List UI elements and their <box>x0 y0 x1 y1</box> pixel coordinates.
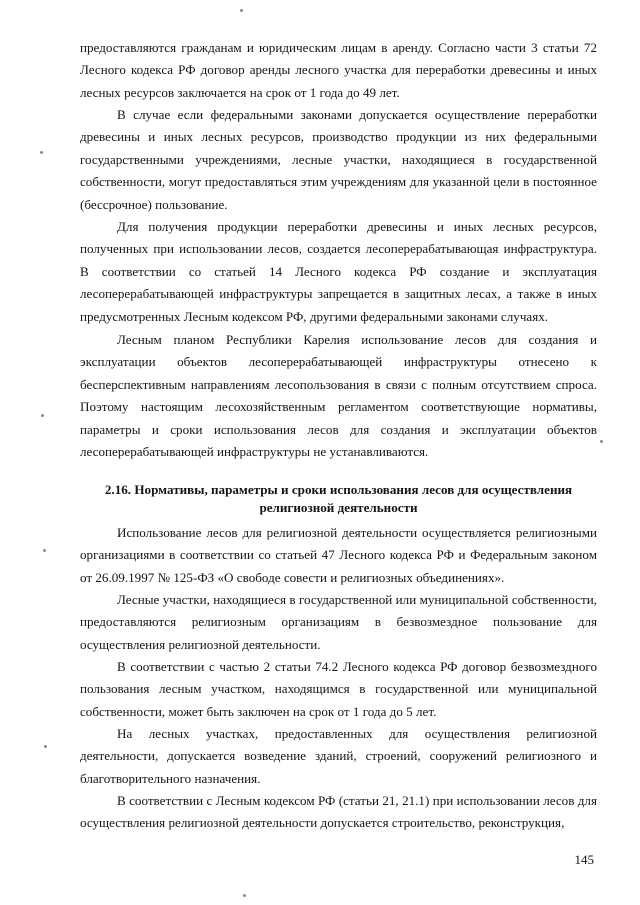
paragraph-forest-plan-karelia: Лесным планом Республики Карелия использование лесов для создания и эксплуатации объектов лесоперерабатывающей инфраструктуры отнесено к бесперспективным направлениям лесопользования в связи с полным отсутствием спроса. Поэтому настоящим лесохозяйственным регламентом соответствующие нормативы, параметры и сроки использования лесов для создания и эксплуатации объектов лесоперерабатывающей инфраструктуры не устанавливаются. <box>80 332 597 460</box>
text-block-8 <box>80 723 597 790</box>
scan-artifact-dot <box>600 440 603 443</box>
scan-artifact-dot <box>243 894 246 897</box>
section-heading-block <box>80 481 597 517</box>
paragraph-processing-infrastructure: Для получения продукции переработки древесины и иных лесных ресурсов, полученных при использовании лесов, создается лесоперерабатывающая инфраструктура. В соответствии со статьей 14 Лесного кодекса РФ создание и эксплуатация лесоперерабатывающей инфраструктуры запрещается в защитных лесах, а также в иных предусмотренных Лесным кодексом РФ, другими федеральными законами случаях. <box>80 219 597 324</box>
paragraph-permanent-use: В случае если федеральными законами допускается осуществление переработки древесины и иных лесных ресурсов, производство продукции из них федеральными государственными учреждениями, лесные участки, находящиеся в государственной собственности, могут предоставляться этим учреждениям для указанной цели в постоянное (бессрочное) пользование. <box>80 107 597 212</box>
scan-artifact-dot <box>240 9 243 12</box>
text-block-9 <box>80 790 597 835</box>
text-block-3 <box>80 216 597 328</box>
scan-artifact-dot <box>44 745 47 748</box>
text-block-4 <box>80 329 597 463</box>
scan-artifact-dot <box>41 414 44 417</box>
opening-text-block <box>80 37 597 104</box>
paragraph-construction-allowed: В соответствии с Лесным кодексом РФ (статьи 21, 21.1) при использовании лесов для осуществления религиозной деятельности допускается строительство, реконструкция, <box>80 793 597 831</box>
text-block-7 <box>80 656 597 723</box>
text-block-6 <box>80 589 597 656</box>
paragraph-lease-terms: предоставляются гражданам и юридическим лицам в аренду. Согласно части 3 статьи 72 Лесного кодекса РФ договор аренды лесного участка для переработки древесины и иных лесных ресурсов заключается на срок от 1 года до 49 лет. <box>80 40 597 100</box>
scan-artifact-dot <box>40 151 43 154</box>
text-block-2 <box>80 104 597 216</box>
text-block-5 <box>80 522 597 589</box>
section-heading: 2.16. Нормативы, параметры и сроки использования лесов для осуществления религиозной деятельности <box>104 482 573 515</box>
paragraph-contract-term: В соответствии с частью 2 статьи 74.2 Лесного кодекса РФ договор безвозмездного пользования лесным участком, находящимся в государственной или муниципальной собственности, может быть заключен на срок от 1 года до 5 лет. <box>80 659 597 719</box>
paragraph-religious-organizations: Использование лесов для религиозной деятельности осуществляется религиозными организациями в соответствии со статьей 47 Лесного кодекса РФ и Федеральным законом от 26.09.1997 № 125-ФЗ «О свободе совести и религиозных объединениях». <box>80 525 597 585</box>
paragraph-gratuitous-use: Лесные участки, находящиеся в государственной или муниципальной собственности, предоставляются религиозным организациям в безвозмездное пользование для осуществления религиозной деятельности. <box>80 592 597 652</box>
page-number: 145 <box>574 852 594 867</box>
paragraph-buildings-allowed: На лесных участках, предоставленных для осуществления религиозной деятельности, допускается возведение зданий, строений, сооружений религиозного и благотворительного назначения. <box>80 726 597 786</box>
scan-artifact-dot <box>43 549 46 552</box>
